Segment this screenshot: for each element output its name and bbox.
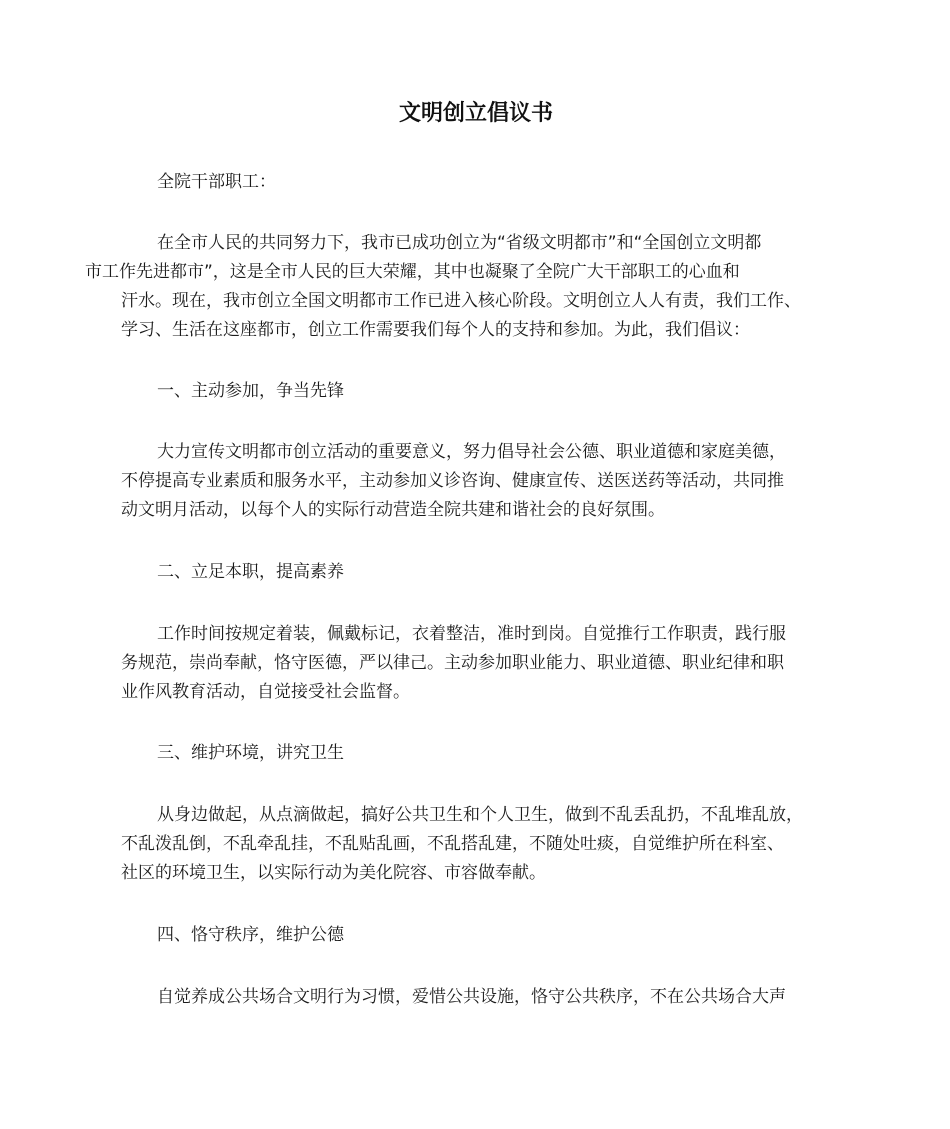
paragraph-line: 业作风教育活动，自觉接受社会监督。 [121, 682, 410, 702]
section-paragraph-4 [121, 983, 831, 1012]
section-heading-1: 一、主动参加，争当先锋 [157, 381, 344, 401]
paragraph-line: 动文明月活动，以每个人的实际行动营造全院共建和谐社会的良好氛围。 [121, 500, 665, 520]
intro-line: 市工作先进都市”，这是全市人民的巨大荣耀，其中也凝聚了全院广大干部职工的心血和 [85, 262, 740, 282]
document-title: 文明创立倡议书 [398, 101, 553, 126]
paragraph-line: 自觉养成公共场合文明行为习惯，爱惜公共设施，恪守公共秩序，不在公共场合大声 [157, 987, 786, 1007]
section-heading-2: 二、立足本职，提高素养 [157, 562, 344, 582]
intro-line: 汗水。现在，我市创立全国文明都市工作已进入核心阶段。文明创立人人有责，我们工作、 [121, 291, 801, 311]
intro-paragraph [85, 229, 831, 345]
section-heading-3: 三、维护环境，讲究卫生 [157, 743, 344, 763]
paragraph-line: 从身边做起，从点滴做起，搞好公共卫生和个人卫生，做到不乱丢乱扔，不乱堆乱放， [157, 805, 803, 825]
intro-line: 在全市人民的共同努力下，我市已成功创立为“省级文明都市”和“全国创立文明都 [157, 233, 762, 253]
section-paragraph-2 [121, 620, 831, 707]
paragraph-line: 不乱泼乱倒，不乱牵乱挂，不乱贴乱画，不乱搭乱建，不随处吐痰，自觉维护所在科室、 [121, 834, 784, 854]
section-paragraph-3 [121, 801, 831, 888]
paragraph-line: 大力宣传文明都市创立活动的重要意义，努力倡导社会公德、职业道德和家庭美德， [157, 442, 786, 462]
salutation: 全院干部职工： [157, 172, 276, 192]
paragraph-line: 务规范，崇尚奉献，恪守医德，严以律己。主动参加职业能力、职业道德、职业纪律和职 [121, 653, 784, 673]
paragraph-line: 不停提高专业素质和服务水平，主动参加义诊咨询、健康宣传、送医送药等活动，共同推 [121, 471, 784, 491]
section-paragraph-1 [121, 438, 831, 525]
paragraph-line: 社区的环境卫生，以实际行动为美化院容、市容做奉献。 [121, 863, 546, 883]
section-heading-4: 四、恪守秩序，维护公德 [157, 925, 344, 945]
intro-line: 学习、生活在这座都市，创立工作需要我们每个人的支持和参加。为此，我们倡议： [121, 320, 750, 340]
paragraph-line: 工作时间按规定着装，佩戴标记，衣着整洁，准时到岗。自觉推行工作职责，践行服 [157, 624, 786, 644]
